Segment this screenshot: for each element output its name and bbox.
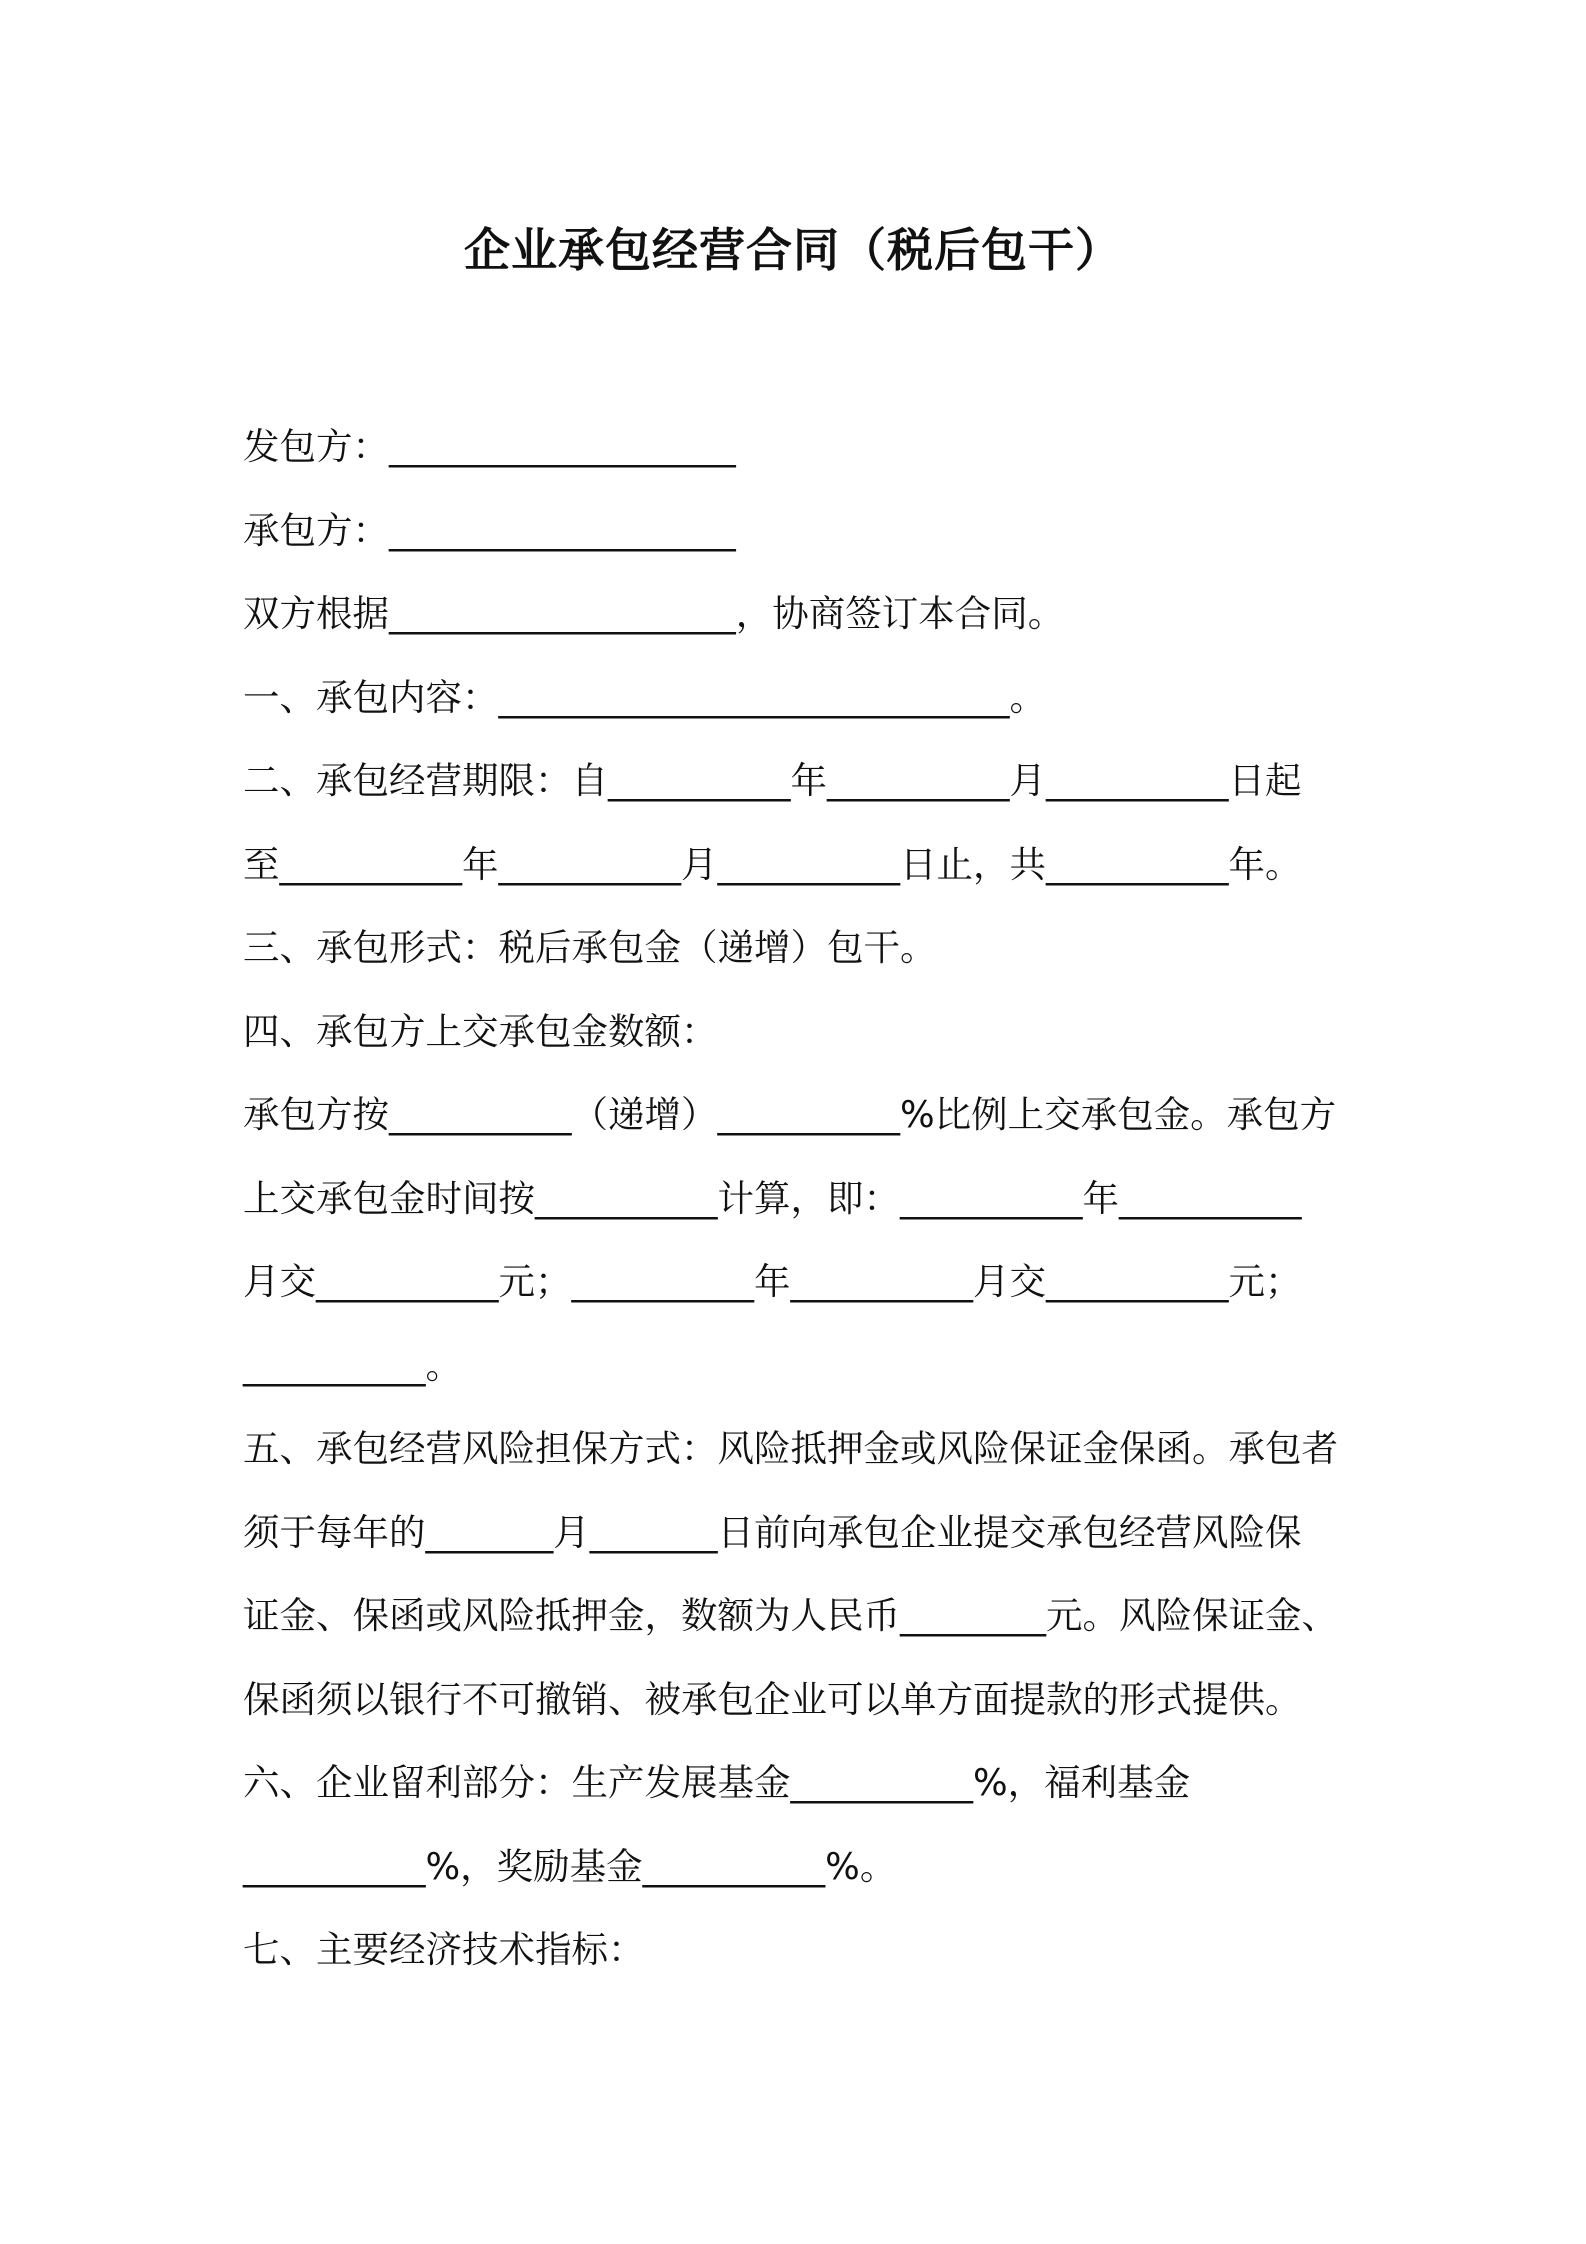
clause-3-form: 三、承包形式：税后承包金（递增）包干。	[243, 926, 937, 969]
document-body	[243, 405, 1363, 1992]
clause-4-line-1: 承包方按__________（递增）__________%比例上交承包金。承包方	[243, 1093, 1337, 1136]
clause-2-term-line-2: 至__________年__________月__________日止，共__________年。	[243, 842, 1302, 886]
clause-7-heading: 七、主要经济技术指标：	[243, 1928, 645, 1971]
clause-6-line-2: __________%，奖励基金__________%。	[243, 1844, 897, 1888]
document-title: 企业承包经营合同（税后包干）	[464, 223, 1122, 277]
party-b-line: 承包方：___________________	[243, 508, 736, 552]
agreement-basis-line: 双方根据___________________，协商签订本合同。	[243, 592, 1065, 635]
clause-4-line-2: 上交承包金时间按__________计算，即：__________年__________	[243, 1176, 1302, 1220]
clause-2-term-line-1: 二、承包经营期限：自__________年__________月__________日起	[243, 759, 1302, 802]
clause-4-line-3: 月交__________元；__________年__________月交__________元；	[243, 1260, 1302, 1303]
clause-1-content: 一、承包内容：____________________________。	[243, 675, 1046, 719]
clause-4-line-4: __________。	[243, 1343, 462, 1387]
clause-5-line-3: 证金、保函或风险抵押金，数额为人民币________元。风险保证金、	[243, 1594, 1338, 1637]
party-a-line: 发包方：___________________	[243, 425, 736, 468]
clause-5-line-2: 须于每年的_______月_______日前向承包企业提交承包经营风险保	[243, 1510, 1302, 1554]
clause-5-line-1: 五、承包经营风险担保方式：风险抵押金或风险保证金保函。承包者	[243, 1427, 1338, 1470]
clause-6-line-1: 六、企业留利部分：生产发展基金__________%，福利基金	[243, 1761, 1191, 1804]
clause-4-heading: 四、承包方上交承包金数额：	[243, 1009, 718, 1053]
clause-5-line-4: 保函须以银行不可撤销、被承包企业可以单方面提款的形式提供。	[243, 1677, 1302, 1721]
